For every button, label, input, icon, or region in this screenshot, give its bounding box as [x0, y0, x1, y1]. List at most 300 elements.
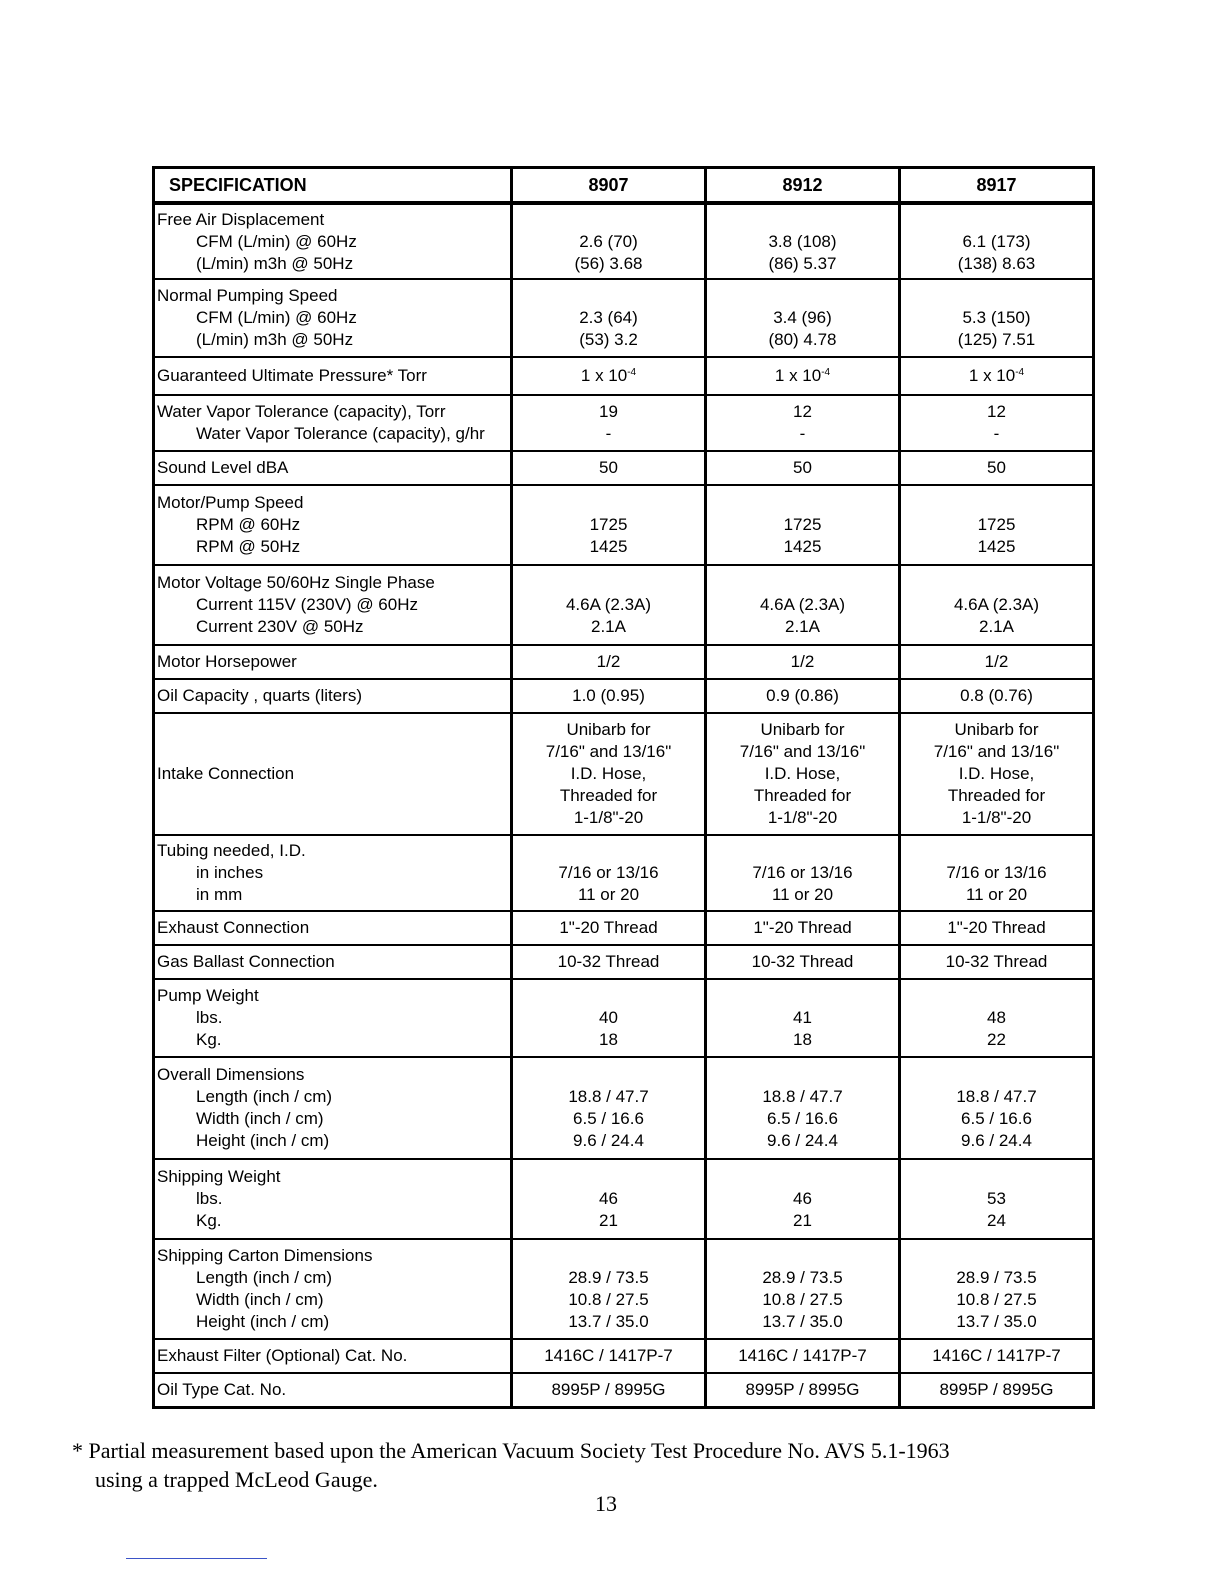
table-row — [154, 279, 1094, 357]
spec-value — [903, 719, 1090, 741]
spec-value-text: 53 — [987, 1189, 1006, 1208]
spec-label-cell — [154, 911, 512, 945]
value-cell-8917 — [900, 645, 1094, 679]
spec-label: Free Air Displacement — [157, 209, 325, 229]
spec-value — [709, 1345, 896, 1367]
blank-line — [903, 209, 1090, 231]
spec-sublabel: CFM (L/min) @ 60Hz — [196, 308, 357, 327]
value-cell-8907 — [512, 1057, 706, 1159]
spec-value — [709, 1210, 896, 1232]
spec-label-cell — [154, 279, 512, 357]
spec-value-text: 18.8 / 47.7 — [568, 1087, 649, 1106]
spec-value — [903, 307, 1090, 329]
spec-value — [709, 1188, 896, 1210]
spec-value — [515, 719, 702, 741]
spec-sublabel: Length (inch / cm) — [196, 1268, 333, 1287]
spec-sublabel: RPM @ 50Hz — [196, 537, 301, 556]
spec-value-text: 50 — [599, 458, 618, 477]
spec-sublabel: in inches — [196, 863, 264, 882]
blank-line — [709, 985, 896, 1007]
spec-label-cell — [154, 395, 512, 451]
spec-value-text: 21 — [793, 1211, 812, 1230]
spec-label: Oil Type Cat. No. — [157, 1379, 287, 1399]
spec-value-text: 3.8 (108) — [768, 231, 837, 251]
blank-line — [515, 840, 702, 862]
value-cell-8907 — [512, 1239, 706, 1339]
spec-sublabel: Current 115V (230V) @ 60Hz — [196, 595, 418, 614]
spec-value-text: 50 — [793, 458, 812, 477]
spec-value — [903, 951, 1090, 973]
spec-value — [515, 807, 702, 829]
spec-label: Tubing needed, I.D. — [157, 841, 306, 860]
spec-value-text: 50 — [987, 458, 1006, 477]
spec-value — [709, 365, 896, 387]
exponent: -4 — [627, 367, 637, 378]
spec-value-text: Threaded for — [947, 786, 1046, 805]
spec-value — [515, 1029, 702, 1051]
spec-value-text: 48 — [987, 1008, 1006, 1027]
spec-value — [515, 231, 702, 253]
spec-value-text: 13.7 / 35.0 — [956, 1312, 1037, 1331]
spec-label-cell — [154, 1159, 512, 1239]
spec-value-text: 40 — [599, 1008, 618, 1027]
spec-value-text: 7/16" and 13/16" — [739, 742, 866, 761]
table-row — [154, 485, 1094, 565]
spec-sublabel: (L/min) m3h @ 50Hz — [196, 330, 354, 349]
spec-value-text: 1 x 10 — [774, 366, 822, 385]
value-cell-8907 — [512, 645, 706, 679]
spec-value — [515, 401, 702, 423]
value-cell-8907 — [512, 357, 706, 395]
value-cell-8912 — [706, 395, 900, 451]
value-cell-8912 — [706, 1373, 900, 1407]
spec-label: Sound Level dBA — [157, 458, 289, 477]
value-cell-8907 — [512, 203, 706, 279]
header-model-8912: 8912 — [706, 168, 900, 204]
spec-label: Motor Horsepower — [157, 652, 297, 671]
value-cell-8912 — [706, 203, 900, 279]
spec-value — [709, 1007, 896, 1029]
spec-value-text: 9.6 / 24.4 — [573, 1131, 644, 1150]
value-cell-8907 — [512, 945, 706, 979]
spec-value-text: 28.9 / 73.5 — [568, 1268, 649, 1287]
table-row — [154, 1159, 1094, 1239]
spec-value — [515, 1311, 702, 1333]
table-row — [154, 713, 1094, 835]
spec-value — [515, 253, 702, 275]
spec-value — [709, 1108, 896, 1130]
spec-value — [903, 329, 1090, 351]
spec-label-cell — [154, 1057, 512, 1159]
spec-value — [515, 685, 702, 707]
spec-value — [515, 1267, 702, 1289]
spec-value — [515, 1210, 702, 1232]
value-cell-8907 — [512, 911, 706, 945]
spec-value-text: 21 — [599, 1211, 618, 1230]
spec-value-text: 7/16" and 13/16" — [933, 742, 1060, 761]
value-cell-8907 — [512, 1339, 706, 1373]
spec-sublabel: Current 230V @ 50Hz — [196, 617, 364, 636]
spec-value-text: 18 — [793, 1030, 812, 1049]
spec-value-text: 8995P / 8995G — [745, 1379, 860, 1399]
spec-value — [515, 307, 702, 329]
spec-sublabel: lbs. — [196, 1008, 223, 1027]
table-body — [154, 203, 1094, 1407]
spec-value — [709, 719, 896, 741]
table-row — [154, 979, 1094, 1057]
table-row — [154, 835, 1094, 911]
value-cell-8907 — [512, 835, 706, 911]
spec-value — [515, 951, 702, 973]
spec-label-cell — [154, 451, 512, 485]
spec-value — [903, 1130, 1090, 1152]
spec-value — [515, 1289, 702, 1311]
spec-value-text: 2.6 (70) — [579, 231, 638, 251]
spec-value-text: (86) 5.37 — [768, 253, 837, 273]
spec-value-text: 4.6A (2.3A) — [953, 595, 1040, 614]
blank-line — [515, 572, 702, 594]
spec-value — [515, 741, 702, 763]
table-row — [154, 1239, 1094, 1339]
spec-value — [903, 741, 1090, 763]
spec-value — [515, 651, 702, 673]
spec-value — [903, 365, 1090, 387]
value-cell-8917 — [900, 979, 1094, 1057]
specification-table — [152, 166, 1095, 1409]
value-cell-8917 — [900, 203, 1094, 279]
spec-label-cell — [154, 1339, 512, 1373]
spec-value — [709, 951, 896, 973]
spec-sublabel: Height (inch / cm) — [196, 1312, 330, 1331]
spec-value-text: 7/16 or 13/16 — [558, 863, 659, 882]
spec-label: Normal Pumping Speed — [157, 286, 338, 305]
spec-value-text: 1725 — [589, 515, 628, 534]
spec-value-text: 1416C / 1417P-7 — [544, 1346, 673, 1365]
spec-sublabel: lbs. — [196, 1189, 223, 1208]
table-row — [154, 645, 1094, 679]
spec-sublabel: CFM (L/min) @ 60Hz — [196, 231, 357, 251]
spec-value-text: 10.8 / 27.5 — [762, 1290, 843, 1309]
spec-value-text: 5.3 (150) — [962, 308, 1031, 327]
spec-value — [709, 307, 896, 329]
spec-label-cell — [154, 565, 512, 645]
spec-value — [903, 1108, 1090, 1130]
spec-value-text: - — [605, 424, 612, 443]
value-cell-8917 — [900, 485, 1094, 565]
spec-value-text: 10.8 / 27.5 — [956, 1290, 1037, 1309]
spec-value — [515, 1108, 702, 1130]
spec-sublabel: (L/min) m3h @ 50Hz — [196, 253, 354, 273]
spec-value — [515, 329, 702, 351]
value-cell-8917 — [900, 1373, 1094, 1407]
footnote-line-1: * Partial measurement based upon the American Vacuum Society Test Procedure No. AVS 5.1-1963 — [72, 1438, 950, 1463]
value-cell-8907 — [512, 451, 706, 485]
value-cell-8912 — [706, 357, 900, 395]
spec-value-text: 6.5 / 16.6 — [961, 1109, 1032, 1128]
spec-value-text: 0.9 (0.86) — [766, 686, 839, 705]
spec-value-text: Threaded for — [559, 786, 658, 805]
spec-value-text: 1725 — [977, 515, 1016, 534]
blank-line — [903, 572, 1090, 594]
blank-line — [903, 1166, 1090, 1188]
spec-value — [903, 231, 1090, 253]
table-row — [154, 451, 1094, 485]
spec-value-text: (53) 3.2 — [579, 330, 638, 349]
spec-value — [515, 514, 702, 536]
spec-value — [709, 1029, 896, 1051]
spec-value — [709, 616, 896, 638]
value-cell-8917 — [900, 1057, 1094, 1159]
spec-value-text: 1425 — [977, 537, 1016, 556]
spec-value-text: 24 — [987, 1211, 1006, 1230]
spec-value-text: (56) 3.68 — [574, 253, 643, 273]
value-cell-8912 — [706, 565, 900, 645]
value-cell-8912 — [706, 1339, 900, 1373]
spec-value — [709, 329, 896, 351]
spec-value-text: I.D. Hose, — [764, 764, 841, 783]
spec-value-text: 1425 — [589, 537, 628, 556]
spec-value-text: 13.7 / 35.0 — [568, 1312, 649, 1331]
spec-label-cell — [154, 979, 512, 1057]
spec-value-text: 10-32 Thread — [945, 952, 1048, 971]
spec-sublabel: Water Vapor Tolerance (capacity), g/hr — [196, 424, 485, 443]
value-cell-8907 — [512, 1373, 706, 1407]
spec-value-text: 12 — [793, 402, 812, 421]
blank-line — [709, 492, 896, 514]
table-row — [154, 203, 1094, 279]
spec-value-text: 41 — [793, 1008, 812, 1027]
spec-value — [903, 917, 1090, 939]
spec-value — [903, 862, 1090, 884]
table-row — [154, 565, 1094, 645]
value-cell-8917 — [900, 835, 1094, 911]
spec-value — [515, 1379, 702, 1401]
spec-value-text: 19 — [599, 402, 618, 421]
spec-value — [903, 1289, 1090, 1311]
spec-value — [903, 1379, 1090, 1401]
exponent: -4 — [821, 367, 831, 378]
spec-value — [903, 1086, 1090, 1108]
spec-value — [515, 763, 702, 785]
spec-value-text: 22 — [987, 1030, 1006, 1049]
spec-value-text: 13.7 / 35.0 — [762, 1312, 843, 1331]
spec-value-text: 1/2 — [596, 652, 621, 671]
spec-value-text: 11 or 20 — [965, 885, 1028, 904]
spec-label: Shipping Weight — [157, 1167, 281, 1186]
spec-value-text: 12 — [987, 402, 1006, 421]
spec-label: Gas Ballast Connection — [157, 952, 335, 971]
spec-value-text: 1/2 — [790, 652, 815, 671]
spec-value-text: Threaded for — [753, 786, 852, 805]
spec-value-text: 10.8 / 27.5 — [568, 1290, 649, 1309]
spec-value-text: 1"-20 Thread — [559, 918, 658, 937]
spec-value-text: 1-1/8"-20 — [573, 808, 644, 827]
spec-label: Guaranteed Ultimate Pressure* Torr — [157, 366, 427, 385]
spec-value — [903, 1188, 1090, 1210]
header-specification: SPECIFICATION — [154, 168, 512, 204]
spec-value — [903, 616, 1090, 638]
blank-line — [515, 209, 702, 231]
spec-value — [903, 1345, 1090, 1367]
spec-value-text: 1425 — [783, 537, 822, 556]
spec-value-text: - — [799, 424, 806, 443]
value-cell-8917 — [900, 279, 1094, 357]
spec-value — [709, 231, 896, 253]
spec-value-text: 46 — [599, 1189, 618, 1208]
value-cell-8912 — [706, 713, 900, 835]
table-row — [154, 357, 1094, 395]
spec-sublabel: Kg. — [196, 1211, 222, 1230]
spec-value-text: Unibarb for — [566, 720, 651, 739]
spec-value-text: 2.1A — [785, 617, 820, 636]
spec-value — [903, 651, 1090, 673]
spec-label: Pump Weight — [157, 986, 259, 1005]
spec-value — [903, 401, 1090, 423]
spec-value-text: 18.8 / 47.7 — [762, 1087, 843, 1106]
spec-value — [515, 1188, 702, 1210]
spec-value — [709, 651, 896, 673]
spec-value — [515, 536, 702, 558]
spec-value-text: 8995P / 8995G — [551, 1379, 666, 1399]
value-cell-8907 — [512, 1159, 706, 1239]
spec-value — [515, 1130, 702, 1152]
value-cell-8912 — [706, 945, 900, 979]
table-row — [154, 395, 1094, 451]
spec-value-text: 1 x 10 — [580, 366, 628, 385]
spec-value — [709, 1130, 896, 1152]
spec-value-text: I.D. Hose, — [570, 764, 647, 783]
spec-value — [903, 685, 1090, 707]
spec-value-text: (80) 4.78 — [768, 330, 837, 349]
spec-value-text: 1/2 — [984, 652, 1009, 671]
spec-label-cell — [154, 485, 512, 565]
spec-value — [515, 457, 702, 479]
value-cell-8912 — [706, 679, 900, 713]
spec-value — [709, 594, 896, 616]
spec-label: Exhaust Connection — [157, 918, 310, 937]
spec-label: Motor/Pump Speed — [157, 493, 304, 512]
blank-line — [515, 1064, 702, 1086]
value-cell-8907 — [512, 713, 706, 835]
value-cell-8907 — [512, 565, 706, 645]
spec-value — [515, 1345, 702, 1367]
blank-line — [709, 840, 896, 862]
spec-value — [709, 862, 896, 884]
value-cell-8907 — [512, 679, 706, 713]
spec-value-text: 1725 — [783, 515, 822, 534]
spec-value — [515, 423, 702, 445]
blank-line — [515, 285, 702, 307]
spec-value-text: 2.3 (64) — [579, 308, 638, 327]
spec-value — [515, 884, 702, 906]
spec-value — [903, 884, 1090, 906]
value-cell-8912 — [706, 911, 900, 945]
blank-line — [903, 985, 1090, 1007]
value-cell-8917 — [900, 1159, 1094, 1239]
table-row — [154, 1339, 1094, 1373]
spec-value — [709, 253, 896, 275]
value-cell-8917 — [900, 679, 1094, 713]
table-row — [154, 945, 1094, 979]
spec-label: Overall Dimensions — [157, 1065, 305, 1084]
spec-value — [903, 1210, 1090, 1232]
spec-sublabel: Width (inch / cm) — [196, 1109, 324, 1128]
spec-value-text: 0.8 (0.76) — [960, 686, 1033, 705]
spec-value-text: 46 — [793, 1189, 812, 1208]
spec-value-text: (138) 8.63 — [957, 253, 1036, 273]
value-cell-8907 — [512, 395, 706, 451]
spec-value — [903, 423, 1090, 445]
spec-value — [709, 763, 896, 785]
spec-value-text: 28.9 / 73.5 — [762, 1268, 843, 1287]
value-cell-8912 — [706, 451, 900, 485]
spec-sublabel: Length (inch / cm) — [196, 1087, 333, 1106]
spec-value — [709, 807, 896, 829]
blank-line — [709, 572, 896, 594]
table-row — [154, 1373, 1094, 1407]
value-cell-8917 — [900, 565, 1094, 645]
spec-value-text: 8995P / 8995G — [939, 1379, 1054, 1399]
spec-sublabel: Kg. — [196, 1030, 222, 1049]
value-cell-8912 — [706, 1239, 900, 1339]
spec-value — [515, 1086, 702, 1108]
table-header-row — [154, 168, 1094, 204]
value-cell-8917 — [900, 395, 1094, 451]
blank-line — [709, 1166, 896, 1188]
blank-line — [709, 285, 896, 307]
value-cell-8917 — [900, 357, 1094, 395]
blank-line — [903, 285, 1090, 307]
spec-value-text: 1"-20 Thread — [753, 918, 852, 937]
spec-value — [515, 917, 702, 939]
spec-label: Intake Connection — [157, 764, 295, 783]
spec-value-text: 7/16 or 13/16 — [946, 863, 1047, 882]
spec-value — [903, 1267, 1090, 1289]
header-model-8907: 8907 — [512, 168, 706, 204]
value-cell-8912 — [706, 645, 900, 679]
blank-line — [515, 1245, 702, 1267]
spec-value-text: 2.1A — [591, 617, 626, 636]
spec-value-text: 1 x 10 — [968, 366, 1016, 385]
spec-value-text: 1.0 (0.95) — [572, 686, 645, 705]
spec-value — [903, 1007, 1090, 1029]
spec-sublabel: in mm — [196, 885, 243, 904]
value-cell-8912 — [706, 835, 900, 911]
spec-label: Water Vapor Tolerance (capacity), Torr — [157, 402, 446, 421]
exponent: -4 — [1015, 367, 1025, 378]
spec-value — [903, 253, 1090, 275]
spec-value — [903, 785, 1090, 807]
page-number: 13 — [595, 1491, 617, 1516]
spec-value-text: Unibarb for — [760, 720, 845, 739]
spec-value — [903, 807, 1090, 829]
spec-value-text: 11 or 20 — [771, 885, 834, 904]
spec-value — [709, 884, 896, 906]
spec-value-text: 7/16 or 13/16 — [752, 863, 853, 882]
spec-label: Motor Voltage 50/60Hz Single Phase — [157, 573, 435, 592]
value-cell-8907 — [512, 279, 706, 357]
value-cell-8917 — [900, 911, 1094, 945]
spec-value-text: 18.8 / 47.7 — [956, 1087, 1037, 1106]
spec-value — [709, 917, 896, 939]
spec-value — [515, 785, 702, 807]
spec-value — [709, 785, 896, 807]
spec-value — [903, 457, 1090, 479]
blank-line — [709, 209, 896, 231]
spec-value — [709, 685, 896, 707]
header-model-8917: 8917 — [900, 168, 1094, 204]
value-cell-8912 — [706, 979, 900, 1057]
